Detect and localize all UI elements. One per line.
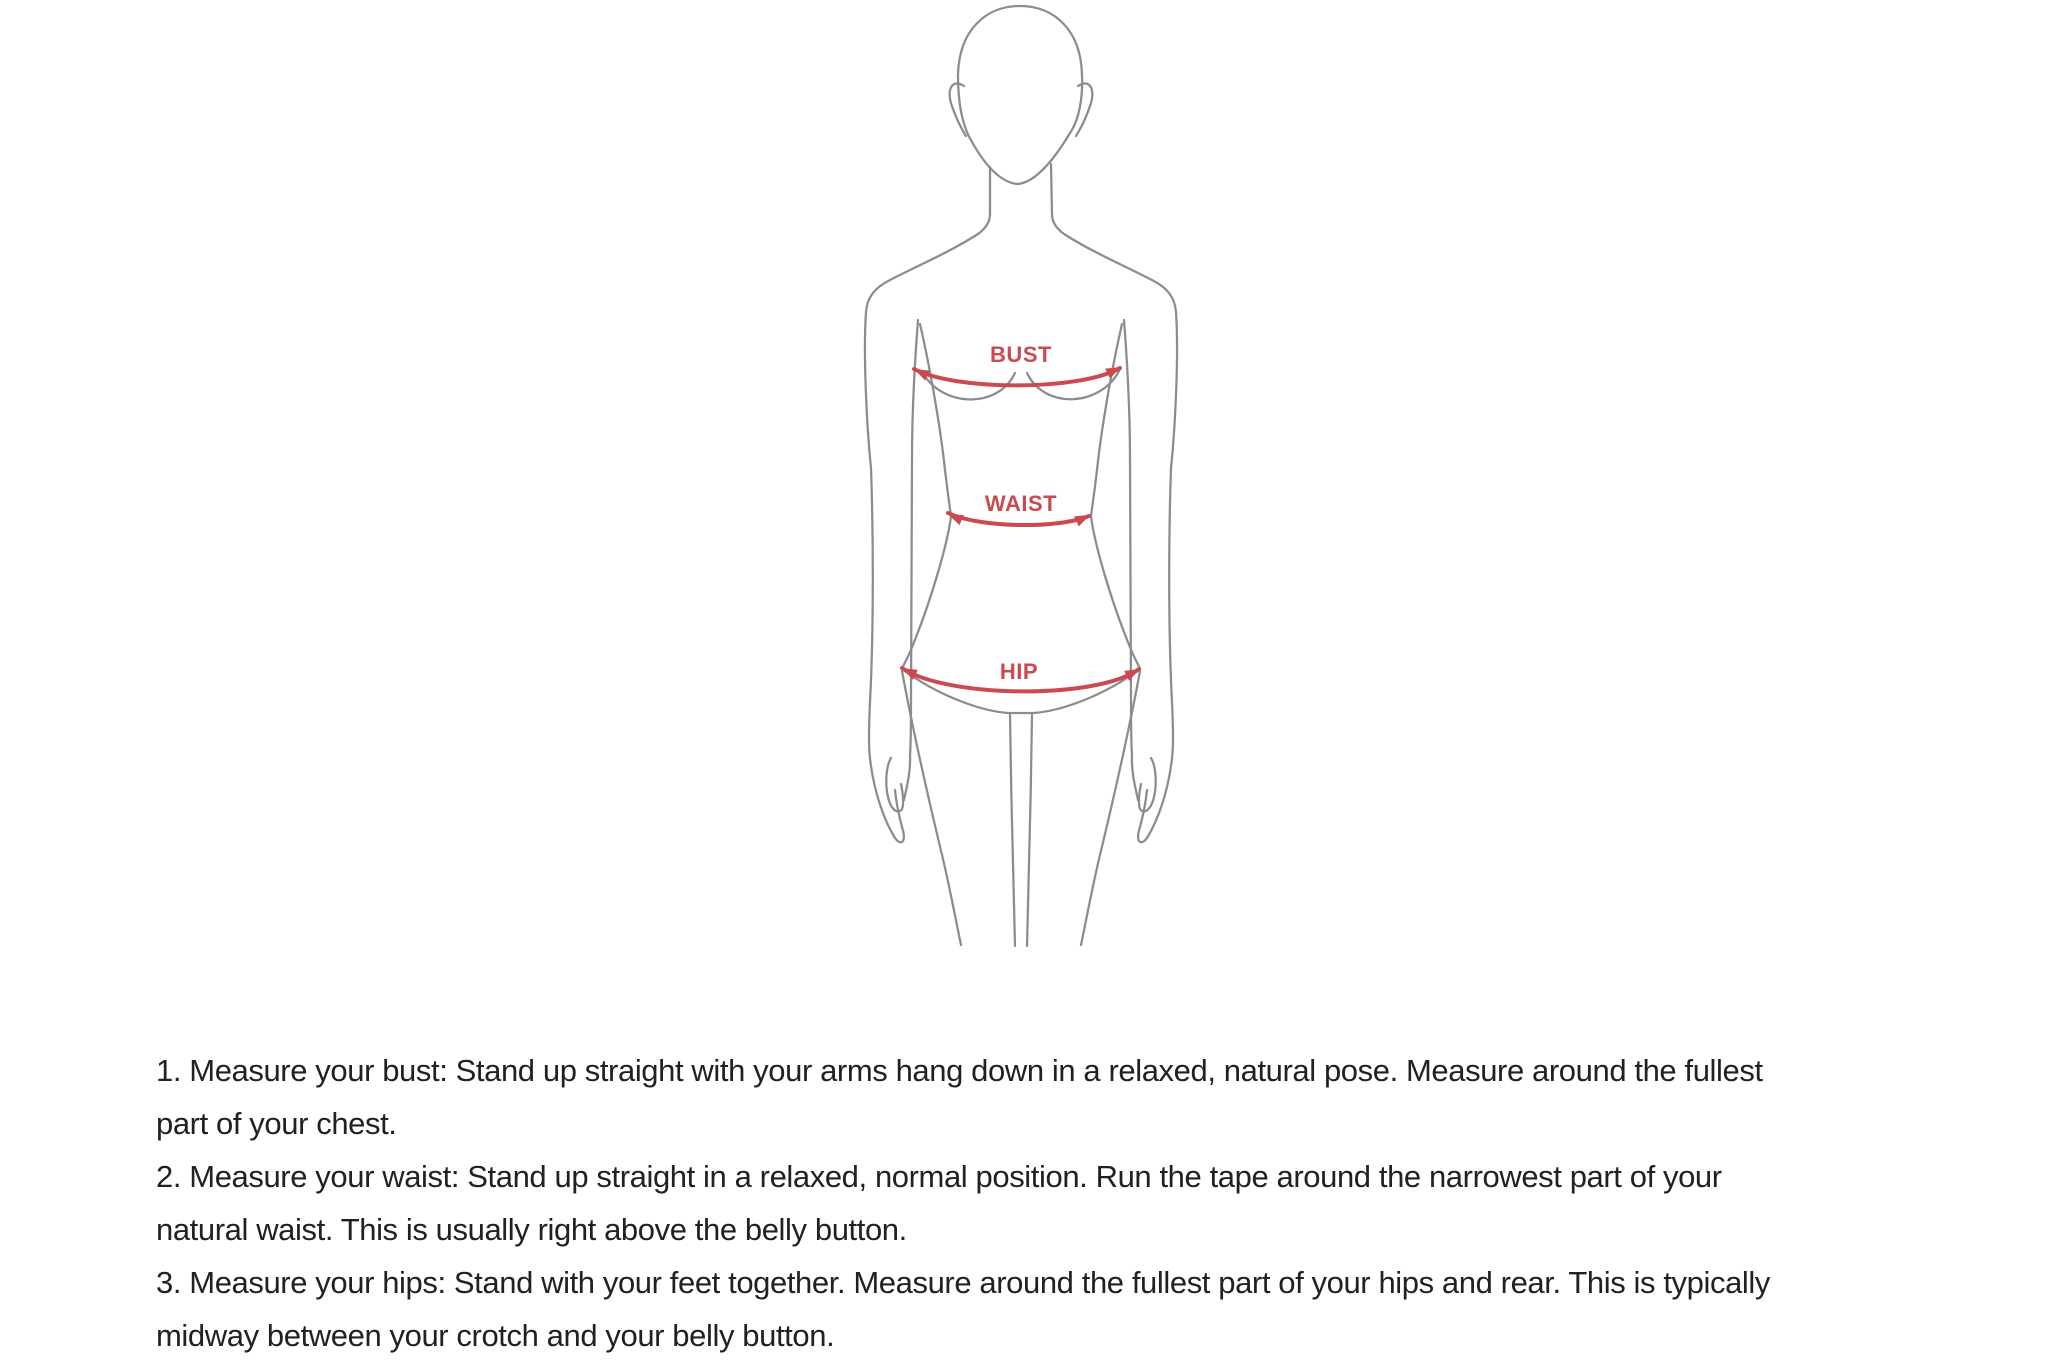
hip-label: HIP [999,659,1039,684]
instruction-item-bust [156,1044,2036,1150]
instruction-line: natural waist. This is usually right above the belly button. [156,1212,907,1247]
right-neck-shoulder-arm-path [1051,164,1177,842]
body-measurement-diagram [840,0,1210,950]
head-outline-path [958,6,1082,184]
bust-label: BUST [990,342,1052,367]
right-inner-leg-path [1027,715,1032,946]
right-inner-arm-path [1124,320,1138,800]
instruction-line: 3. Measure your hips: Stand with your feet together. Measure around the fullest part of your hips and rear. This is typically [156,1265,1770,1300]
instruction-line: midway between your crotch and your belly button. [156,1318,835,1353]
figure-outline [865,6,1177,946]
right-outer-leg-path [1081,671,1140,945]
instruction-line: 1. Measure your bust: Stand up straight with your arms hang down in a relaxed, natural pose. Measure around the fullest [156,1053,1763,1088]
waist-label: WAIST [984,491,1058,516]
left-outer-leg-path [902,671,961,945]
waist-arrowhead-right [1074,510,1092,526]
instruction-line: 2. Measure your waist: Stand up straight in a relaxed, normal position. Run the tape around the narrowest part of your [156,1159,1722,1194]
left-neck-shoulder-arm-path [865,167,990,842]
measurement-instructions [156,1044,2036,1362]
left-inner-arm-path [904,320,918,800]
left-inner-leg-path [1010,715,1015,946]
instruction-item-waist [156,1150,2036,1256]
bust-arrow-line [914,368,1120,385]
instruction-item-hips [156,1256,2036,1362]
right-thumb-path [1139,758,1156,812]
instruction-line: part of your chest. [156,1106,397,1141]
left-thumb-path [886,758,903,812]
